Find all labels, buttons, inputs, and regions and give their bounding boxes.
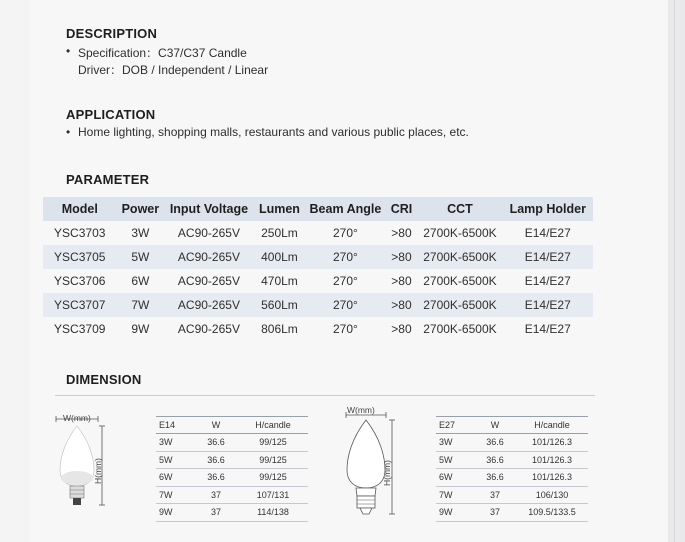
dim-cell: 36.6 [474,451,516,469]
dim-cell: 99/125 [238,451,308,469]
dim-cell: 107/131 [238,486,308,504]
param-cell: AC90-265V [177,274,240,288]
param-header-power: Power [116,197,164,221]
dim-cell: 106/130 [516,486,588,504]
param-cell: AC90-265V [177,226,240,240]
dim-cell: 36.6 [474,434,516,452]
param-cell: 560Lm [254,293,306,317]
param-cell: >80 [391,226,412,240]
application-bullet: • [66,125,71,139]
page-edge [668,0,685,542]
application-text: Home lighting, shopping malls, restaurants and various public places, etc. [78,125,469,139]
param-header-lamp-holder: Lamp Holder [503,197,593,221]
dim-cell: 36.6 [194,451,238,469]
description-driver: Driver：DOB / Independent / Linear [78,63,269,77]
e27-height-label: H(mm) [382,460,392,486]
dim-cell: 101/126.3 [516,451,588,469]
table-row [436,451,588,469]
dim-cell: 99/125 [238,434,308,452]
dimension-title: DIMENSION [66,372,142,387]
description-specification: Specification：C37/C37 Candle [78,46,247,60]
param-cell: 470Lm [261,274,298,288]
e27-dimension-table [436,416,588,522]
param-cell: 270° [333,226,358,240]
dim-cell: 6W [156,469,194,487]
dim-cell: 7W [436,486,474,504]
e14-header-row [156,417,308,434]
param-cell: E14/E27 [524,322,571,336]
param-cell: 2700K-6500K [423,226,497,240]
dim-cell: 36.6 [194,434,238,452]
param-header-input-voltage: Input Voltage [164,197,253,221]
param-cell: 2700K-6500K [423,322,497,336]
param-cell: 2700K-6500K [423,274,497,288]
param-cell: 6W [131,274,150,288]
dim-cell: 3W [156,434,194,452]
param-cell: E14/E27 [524,226,571,240]
dim-cell: 114/138 [238,504,308,522]
param-cell: AC90-265V [177,322,240,336]
dim-cell: 36.6 [194,469,238,487]
param-cell: 270° [305,293,385,317]
param-header-lumen: Lumen [254,197,306,221]
param-cell: 7W [116,293,164,317]
param-cell: 9W [131,322,150,336]
param-cell: 5W [116,245,164,269]
dim-cell: 99/125 [238,469,308,487]
description-title: DESCRIPTION [66,26,158,41]
e27-header-cap: E27 [436,417,474,434]
param-cell: YSC3705 [43,245,116,269]
param-cell: >80 [391,274,412,288]
table-row [156,486,308,504]
e27-header-w: W [474,417,516,434]
table-row [436,434,588,452]
param-header-beam-angle: Beam Angle [305,197,385,221]
e14-header-w: W [194,417,238,434]
param-cell: YSC3707 [43,293,116,317]
dim-cell: 9W [436,504,474,522]
param-cell: E14/E27 [503,245,593,269]
param-cell: 2700K-6500K [417,245,502,269]
dim-cell: 6W [436,469,474,487]
e27-header-row [436,417,588,434]
dim-cell: 7W [156,486,194,504]
description-bullet: • [66,44,71,58]
table-row [43,293,593,317]
e27-candle-bulb-drawing [338,404,412,520]
dim-cell: 37 [474,504,516,522]
param-cell: E14/E27 [503,293,593,317]
dim-cell: 36.6 [474,469,516,487]
dim-cell: 9W [156,504,194,522]
table-row [156,451,308,469]
param-cell: 270° [333,322,358,336]
param-cell: YSC3709 [54,322,106,336]
table-row [156,469,308,487]
e14-width-label: W(mm) [63,413,91,423]
param-header-model: Model [43,197,116,221]
dim-cell: 109.5/133.5 [516,504,588,522]
dim-cell: 3W [436,434,474,452]
table-row [43,317,593,341]
table-row [436,469,588,487]
dim-cell: 37 [194,504,238,522]
e14-height-label: H(mm) [93,458,103,484]
param-cell: 3W [131,226,150,240]
dim-cell: 5W [156,451,194,469]
param-cell: 250Lm [261,226,298,240]
param-cell: 2700K-6500K [417,293,502,317]
param-cell: 806Lm [261,322,298,336]
param-cell: >80 [386,293,418,317]
param-cell: >80 [391,322,412,336]
table-row [43,269,593,293]
parameter-title: PARAMETER [66,172,150,187]
param-cell: E14/E27 [524,274,571,288]
param-cell: 400Lm [254,245,306,269]
e14-header-cap: E14 [156,417,194,434]
dim-cell: 101/126.3 [516,469,588,487]
parameter-table [43,197,593,341]
param-cell: AC90-265V [164,245,253,269]
table-row [436,486,588,504]
dim-cell: 37 [194,486,238,504]
e14-candle-bulb-drawing [50,408,120,520]
dim-cell: 101/126.3 [516,434,588,452]
e27-width-label: W(mm) [347,405,375,415]
application-title: APPLICATION [66,107,156,122]
page-edge-line [674,0,675,542]
param-cell: YSC3703 [54,226,106,240]
param-header-cct: CCT [417,197,502,221]
table-row [436,504,588,522]
table-row [43,245,593,269]
table-row [43,221,593,245]
table-row [156,434,308,452]
e27-header-h: H/candle [516,417,588,434]
dimension-divider [55,395,595,396]
table-row [156,504,308,522]
param-cell: 270° [333,274,358,288]
param-header-cri: CRI [386,197,418,221]
dim-cell: 37 [474,486,516,504]
param-cell: YSC3706 [54,274,106,288]
parameter-header-row [43,197,593,221]
param-cell: AC90-265V [164,293,253,317]
param-cell: 270° [305,245,385,269]
dim-cell: 5W [436,451,474,469]
e14-dimension-table [156,416,308,522]
param-cell: >80 [386,245,418,269]
e14-header-h: H/candle [238,417,308,434]
